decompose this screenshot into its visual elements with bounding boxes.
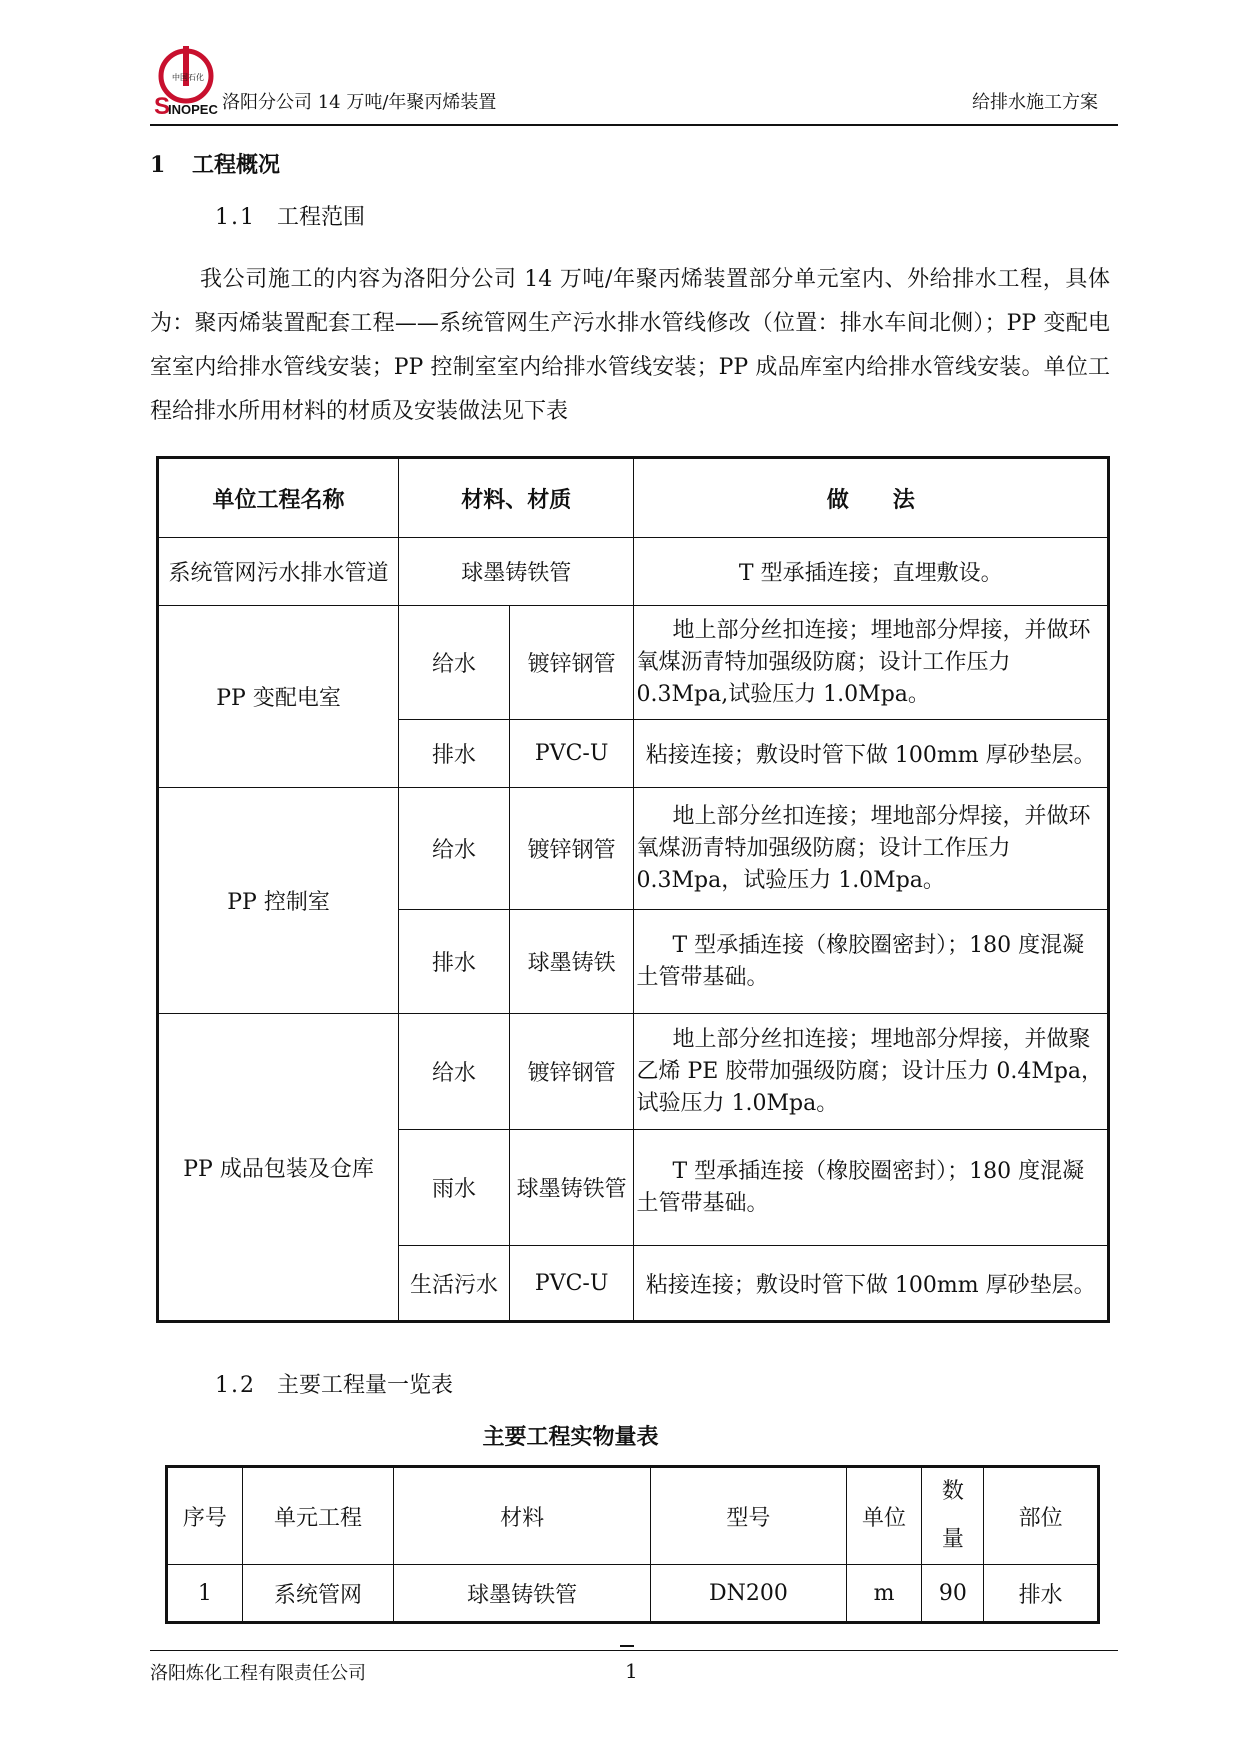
header-unit: 单元工程 [242,1467,393,1565]
section-title: 主要工程量一览表 [277,1373,454,1398]
section-title: 工程概况 [192,152,281,178]
section-heading-1 [150,148,280,179]
cell-material: 镀锌钢管 [509,1014,634,1130]
cell-method: 粘接连接；敷设时管下做 100mm 厚砂垫层。 [634,1246,1109,1322]
sinopec-logo-icon [150,46,220,120]
cell-material: PVC-U [509,1246,634,1322]
cell-type: 雨水 [399,1130,510,1246]
scope-paragraph: 我公司施工的内容为洛阳分公司 14 万吨/年聚丙烯装置部分单元室内、外给排水工程，具体为：聚丙烯装置配套工程——系统管网生产污水排水管线修改（位置：排水车间北侧）；PP 变配电室室内给排水管线安装；PP 控制室室内给排水管线安装；PP 成品库室内给排水管线安装。单位工程给排水所用材料的材质及安装做法见下表 [150,267,1110,424]
page-footer [150,1650,1118,1684]
cell-material: 球墨铸铁管 [509,1130,634,1246]
svg-text:S: S [154,93,171,120]
cell-unit: PP 变配电室 [158,606,399,788]
table-header-row [167,1467,1099,1565]
cell-unit: PP 成品包装及仓库 [158,1014,399,1322]
cell-method: T 型承插连接（橡胶圈密封）；180 度混凝土管带基础。 [634,910,1109,1014]
quantities-table [165,1465,1100,1624]
cell-material: 球墨铸铁 [509,910,634,1014]
cell-unit: 系统管网污水排水管道 [158,538,399,606]
table-row [158,788,1109,910]
header-qty: 数量 [922,1467,984,1565]
svg-text:中国石化: 中国石化 [172,73,204,82]
page-number: 1 [625,1659,638,1683]
table-caption [0,1420,1241,1451]
materials-table [156,456,1110,1323]
page-number-mark [620,1645,634,1647]
cell-method: 地上部分丝扣连接；埋地部分焊接，并做聚乙烯 PE 胶带加强级防腐；设计压力 0.4Mpa，试验压力 1.0Mpa。 [634,1014,1109,1130]
header-unit: 单位工程名称 [158,458,399,538]
caption-text: 主要工程实物量表 [482,1424,659,1450]
cell-type: 给水 [399,788,510,910]
cell-method: 粘接连接；敷设时管下做 100mm 厚砂垫层。 [634,720,1109,788]
section-number: 1.1 [215,205,256,230]
cell-material: PVC-U [509,720,634,788]
table-row [158,1014,1109,1130]
header-model: 型号 [651,1467,846,1565]
cell-method: 地上部分丝扣连接；埋地部分焊接，并做环氧煤沥青特加强级防腐；设计工作压力 0.3Mpa，试验压力 1.0Mpa。 [634,788,1109,910]
header-location: 部位 [984,1467,1099,1565]
footer-company: 洛阳炼化工程有限责任公司 [150,1663,366,1684]
cell-material: 球墨铸铁管 [399,538,634,606]
header-doc-title: 给排水施工方案 [972,92,1098,113]
section-title: 工程范围 [277,205,366,230]
header-project-title: 洛阳分公司 14 万吨/年聚丙烯装置 [222,92,497,113]
cell-type: 给水 [399,606,510,720]
cell-location: 排水 [984,1565,1099,1623]
cell-unit: PP 控制室 [158,788,399,1014]
cell-model: DN200 [651,1565,846,1623]
header-uom: 单位 [846,1467,922,1565]
cell-uom: m [846,1565,922,1623]
svg-text:INOPEC: INOPEC [168,102,218,117]
page-header [150,42,1118,126]
header-material: 材料 [394,1467,651,1565]
cell-type: 生活污水 [399,1246,510,1322]
cell-method: T 型承插连接；直埋敷设。 [634,538,1109,606]
header-no: 序号 [167,1467,243,1565]
table-row [158,606,1109,720]
cell-method: T 型承插连接（橡胶圈密封）；180 度混凝土管带基础。 [634,1130,1109,1246]
table-header-row [158,458,1109,538]
cell-material: 镀锌钢管 [509,606,634,720]
cell-material: 球墨铸铁管 [394,1565,651,1623]
section-heading-1-2 [215,1368,453,1399]
cell-qty: 90 [922,1565,984,1623]
cell-no: 1 [167,1565,243,1623]
cell-unit: 系统管网 [242,1565,393,1623]
header-material: 材料、材质 [399,458,634,538]
cell-material: 镀锌钢管 [509,788,634,910]
cell-type: 排水 [399,910,510,1014]
table-row [158,538,1109,606]
cell-type: 排水 [399,720,510,788]
cell-method: 地上部分丝扣连接；埋地部分焊接，并做环氧煤沥青特加强级防腐；设计工作压力 0.3Mpa,试验压力 1.0Mpa。 [634,606,1109,720]
section-number: 1 [150,152,166,178]
section-heading-1-1 [215,200,365,231]
header-method: 做 法 [634,458,1109,538]
section-number: 1.2 [215,1373,256,1398]
cell-type: 给水 [399,1014,510,1130]
table-row [167,1565,1099,1623]
